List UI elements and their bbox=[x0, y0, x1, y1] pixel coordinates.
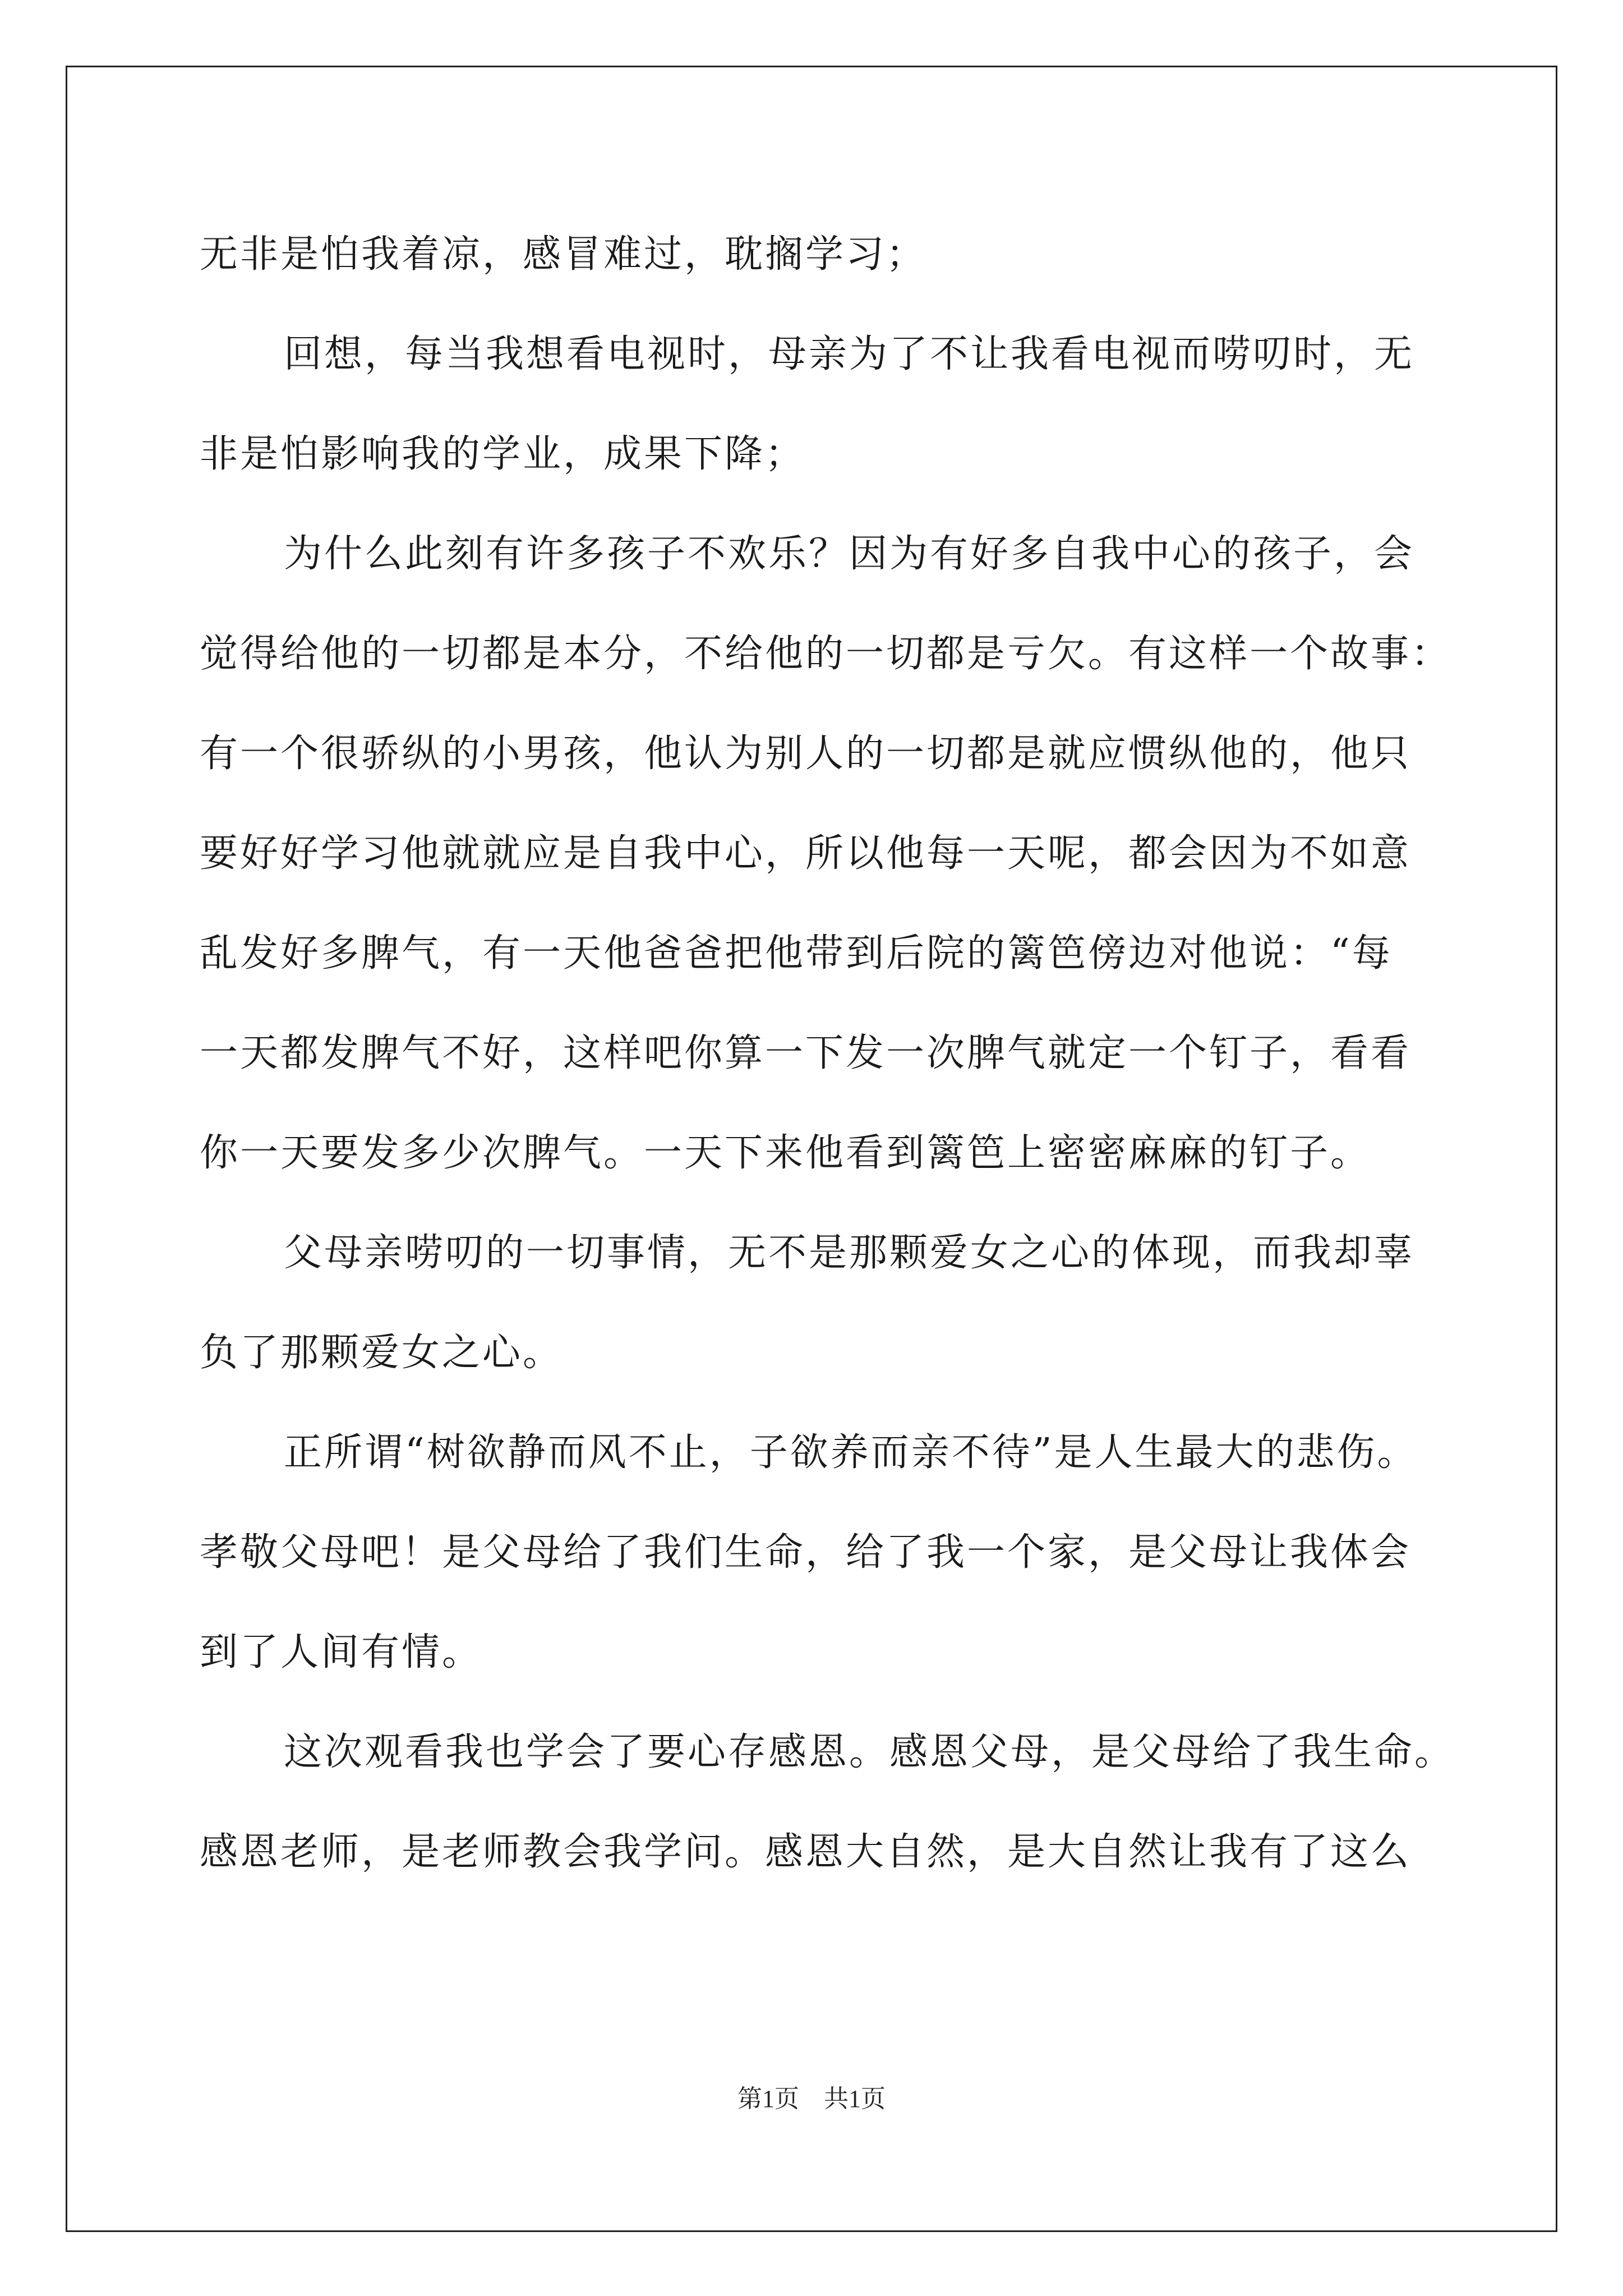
text-line: 一天都发脾气不好，这样吧你算一下发一次脾气就定一个钉子，看看 bbox=[200, 1031, 1412, 1075]
text-line: 正所谓“树欲静而风不止，子欲养而亲不待”是人生最大的悲伤。 bbox=[284, 1430, 1418, 1475]
text-line: 有一个很骄纵的小男孩，他认为别人的一切都是就应惯纵他的，他只 bbox=[200, 731, 1412, 776]
text-line: 父母亲唠叨的一切事情，无不是那颗爱女之心的体现，而我却辜 bbox=[284, 1231, 1415, 1275]
text-line: 无非是怕我着凉，感冒难过，耽搁学习； bbox=[200, 232, 927, 277]
text-line: 要好好学习他就就应是自我中心，所以他每一天呢，都会因为不如意 bbox=[200, 831, 1412, 876]
page-footer: 第1页 共1页 bbox=[737, 2085, 886, 2113]
text-line: 这次观看我也学会了要心存感恩。感恩父母，是父母给了我生命。 bbox=[284, 1730, 1455, 1774]
text-line: 觉得给他的一切都是本分，不给他的一切都是亏欠。有这样一个故事： bbox=[200, 632, 1452, 676]
text-line: 到了人间有情。 bbox=[200, 1630, 483, 1674]
text-line: 孝敬父母吧！是父母给了我们生命，给了我一个家，是父母让我体会 bbox=[200, 1530, 1412, 1575]
text-line: 感恩老师，是老师教会我学问。感恩大自然，是大自然让我有了这么 bbox=[200, 1830, 1412, 1874]
text-line: 回想，每当我想看电视时，母亲为了不让我看电视而唠叨时，无 bbox=[284, 332, 1415, 376]
document-body bbox=[200, 205, 1455, 1902]
text-line: 负了那颗爱女之心。 bbox=[200, 1331, 564, 1375]
text-line: 非是怕影响我的学业，成果下降； bbox=[200, 432, 806, 476]
text-line: 你一天要发多少次脾气。一天下来他看到篱笆上密密麻麻的钉子。 bbox=[200, 1131, 1371, 1175]
text-line: 为什么此刻有许多孩子不欢乐？因为有好多自我中心的孩子，会 bbox=[284, 532, 1415, 576]
text-line: 乱发好多脾气，有一天他爸爸把他带到后院的篱笆傍边对他说：“每 bbox=[200, 931, 1393, 976]
